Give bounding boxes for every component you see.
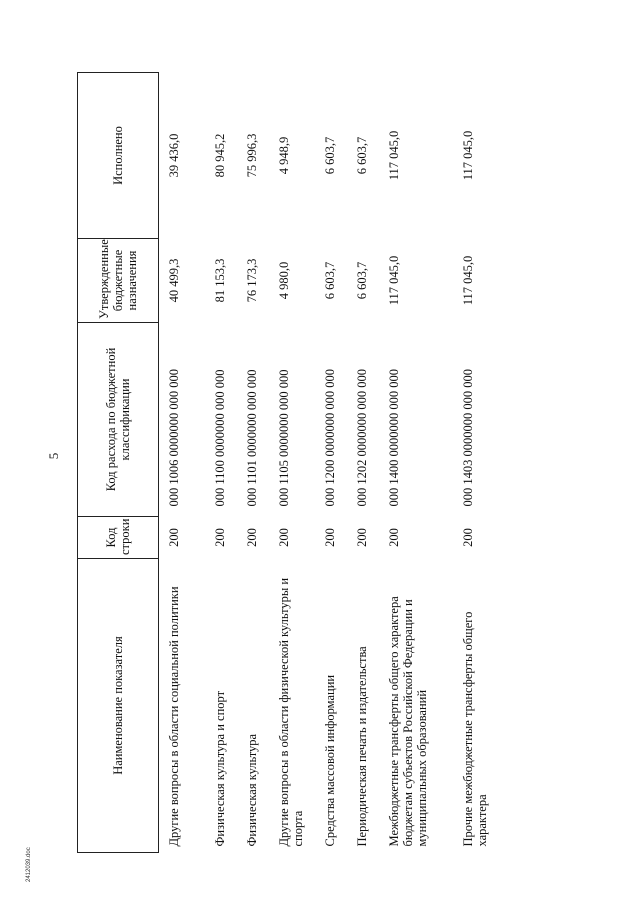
row-line-code: 200	[355, 528, 369, 547]
table-row	[453, 73, 499, 853]
page-number: 5	[46, 452, 61, 460]
header-line-code: Код строки	[78, 517, 159, 559]
row-approved: 4 980,0	[277, 261, 291, 300]
row-line-code: 200	[245, 528, 259, 547]
row-budget-code: 000 1006 0000000 000 000	[167, 369, 181, 507]
file-footer: 2412039.doc	[26, 847, 32, 882]
row-name: Прочие межбюджетные трансферты общего характера	[461, 611, 489, 847]
row-budget-code: 000 1105 0000000 000 000	[277, 369, 291, 507]
table-row	[269, 73, 315, 853]
row-executed: 6 603,7	[355, 136, 369, 175]
table-row	[379, 73, 453, 853]
row-executed: 80 945,2	[213, 133, 227, 178]
row-name: Другие вопросы в области социальной политики	[167, 586, 181, 847]
row-approved: 40 499,3	[167, 258, 181, 303]
table-row	[237, 73, 269, 853]
table-row	[347, 73, 379, 853]
row-executed: 117 045,0	[461, 130, 475, 181]
budget-table	[77, 72, 499, 853]
row-name: Межбюджетные трансферты общего характера бюджетам субъектов Российской Федерации и муниципальных образований	[387, 596, 429, 847]
row-executed: 6 603,7	[323, 136, 337, 175]
row-executed: 4 948,9	[277, 136, 291, 175]
row-approved: 76 173,3	[245, 258, 259, 303]
row-executed: 117 045,0	[387, 130, 401, 181]
row-approved: 6 603,7	[355, 261, 369, 300]
row-budget-code: 000 1400 0000000 000 000	[387, 369, 401, 507]
header-name: Наименование показателя	[78, 559, 159, 853]
table-row	[205, 73, 237, 853]
row-line-code: 200	[387, 528, 401, 547]
header-executed: Исполнено	[78, 73, 159, 239]
row-name: Другие вопросы в области физической культуры и спорта	[277, 577, 305, 847]
row-line-code: 200	[323, 528, 337, 547]
row-name: Периодическая печать и издательства	[355, 646, 369, 847]
row-budget-code: 000 1403 0000000 000 000	[461, 369, 475, 507]
row-approved: 117 045,0	[461, 255, 475, 306]
row-executed: 75 996,3	[245, 133, 259, 178]
rotated-content	[46, 73, 547, 853]
row-line-code: 200	[213, 528, 227, 547]
header-approved: Утвержденные бюджетные назначения	[78, 239, 159, 323]
row-budget-code: 000 1101 0000000 000 000	[245, 369, 259, 507]
row-budget-code: 000 1100 0000000 000 000	[213, 369, 227, 507]
row-name: Средства массовой информации	[323, 674, 337, 847]
row-executed: 39 436,0	[167, 133, 181, 178]
row-line-code: 200	[277, 528, 291, 547]
row-approved: 81 153,3	[213, 258, 227, 303]
row-budget-code: 000 1200 0000000 000 000	[323, 369, 337, 507]
row-name: Физическая культура и спорт	[213, 690, 227, 847]
row-approved: 117 045,0	[387, 255, 401, 306]
row-approved: 6 603,7	[323, 261, 337, 300]
table-row	[315, 73, 347, 853]
header-budget-code: Код расхода по бюджетной классификации	[78, 323, 159, 517]
row-budget-code: 000 1202 0000000 000 000	[355, 369, 369, 507]
row-line-code: 200	[167, 528, 181, 547]
row-name: Физическая культура	[245, 733, 259, 847]
table-header-row	[78, 73, 159, 853]
table-row	[159, 73, 206, 853]
row-line-code: 200	[461, 528, 475, 547]
